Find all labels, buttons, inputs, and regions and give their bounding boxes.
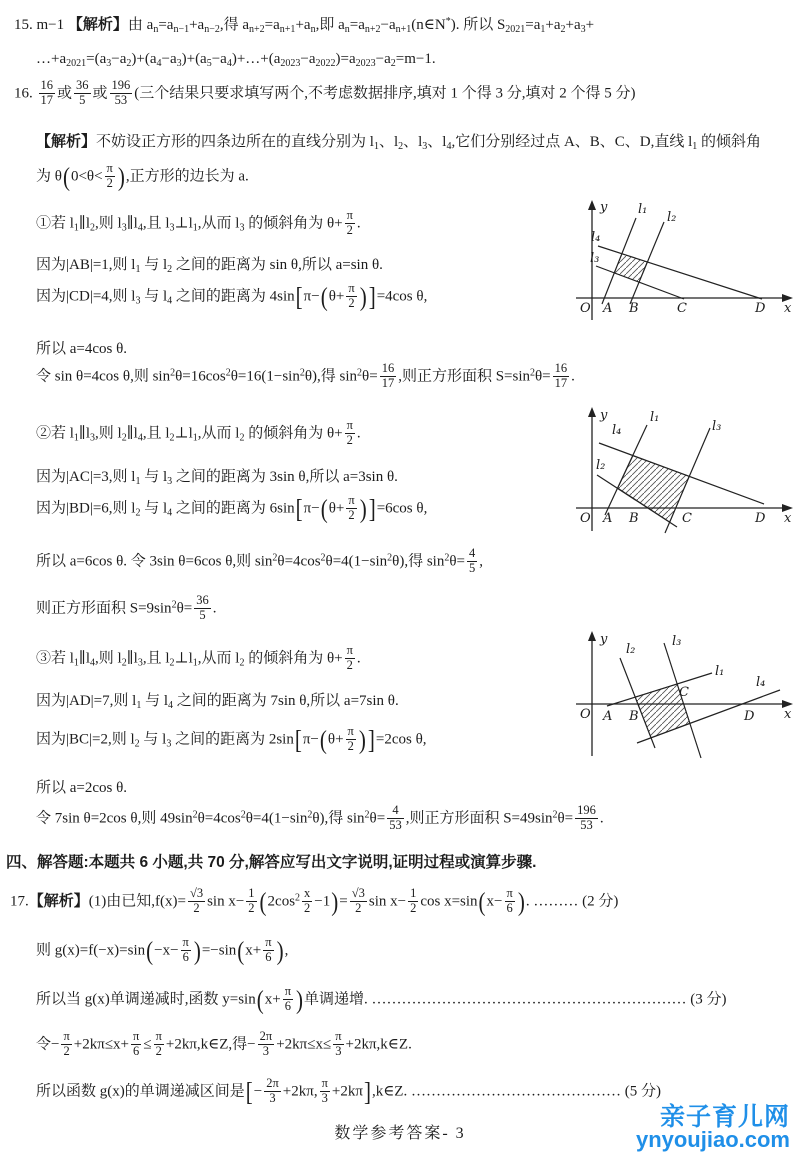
watermark-site-url: ynyoujiao.com — [635, 1126, 790, 1152]
site-watermark — [635, 1103, 790, 1152]
origin-label: O — [580, 301, 591, 316]
point-label-A: A — [603, 709, 613, 724]
axis-label-x: x — [784, 511, 792, 526]
point-label-D: D — [744, 709, 755, 724]
y-axis-arrow-icon — [588, 200, 596, 210]
q16-case2-line-4: 所以 a=6cos θ. 令 3sin θ=6cos θ,则 $\sin^2\theta=4\cos^2\theta=4(1-\sin^2\theta)$,得 $\sin^2\theta=$ $\frac{4}{5}$ , — [36, 546, 483, 575]
q17-solution-line-5: 所以函数 g(x)的单调递减区间是[− $\frac{2\pi}{3}$ +2kπ, $\frac{\pi}{3}$ +2kπ],k∈Z. …………………………………… (5 分) — [36, 1076, 661, 1107]
figure-case1-diagram — [572, 196, 800, 334]
point-label-C: C — [679, 685, 689, 700]
q16-case2-line-5: 则正方形面积 $S=9\sin^2\theta=$ $\frac{36}{5}$ . — [36, 593, 217, 622]
q16-case1-line-3: 因为|CD|=4,则 $l_3$ 与 $l_4$ 之间的距离为 4sin[π−(θ+ $\frac{\pi}{2}$ )]=4cos θ, — [36, 281, 428, 312]
q16-case3-line-2: 因为|AD|=7,则 $l_1$ 与 $l_4$ 之间的距离为 7sin θ,所以 a=7sin θ. — [36, 693, 399, 711]
q16-case2-line-3: 因为|BD|=6,则 $l_2$ 与 $l_4$ 之间的距离为 6sin[π−(θ+ $\frac{\pi}{2}$ )]=6cos θ, — [36, 493, 428, 524]
q16-case3-line-5: 令 7sin θ=2cos θ,则 $49\sin^2\theta=4\cos^2\theta=4(1-\sin^2\theta)$,得 $\sin^2\theta=$ $\frac{4}{53}$ ,则正方形面积 $S=49\sin^2\theta=$ $\frac{196}{53}$ . — [36, 803, 604, 832]
line-label-l3: l₃ — [712, 419, 722, 434]
q17-solution-line-3: 所以当 g(x)单调递减时,函数 y=sin(x+ $\frac{\pi}{6}$ )单调递增. ……………………………………………………… (3 分) — [36, 984, 727, 1015]
line-label-l4: l₄ — [612, 423, 622, 438]
line-label-l2: l₂ — [596, 458, 606, 473]
point-label-D: D — [755, 301, 766, 316]
q16-answer-line: 16. $\frac{16}{17}$ 或 $\frac{36}{5}$ 或 $\frac{196}{53}$ (三个结果只要求填写两个,不考虑数据排序,填对 1 个得 3 分,填对 2 个得 5 分) — [14, 78, 636, 107]
line-label-l4: l₄ — [756, 675, 766, 690]
line-label-l1: l₁ — [638, 202, 648, 217]
q16-case2-line-2: 因为|AC|=3,则 $l_1$ 与 $l_3$ 之间的距离为 3sin θ,所以 a=3sin θ. — [36, 469, 398, 487]
point-label-C: C — [677, 301, 687, 316]
watermark-site-name: 亲子育儿网 — [659, 1103, 790, 1131]
section-4-heading: 四、解答题:本题共 6 小题,共 70 分,解答应写出文字说明,证明过程或演算步骤. — [6, 854, 537, 871]
q17-solution-line-4: 令− $\frac{\pi}{2}$ +2kπ≤x+ $\frac{\pi}{6}$ ≤ $\frac{\pi}{2}$ +2kπ,k∈Z,得− $\frac{2\pi}{3}$ +2kπ≤x≤ $\frac{\pi}{3}$ +2kπ,k∈Z. — [36, 1029, 412, 1058]
q16-case1-line-2: 因为|AB|=1,则 $l_1$ 与 $l_2$ 之间的距离为 sin θ,所以 a=sin θ. — [36, 257, 383, 275]
q17-solution-line-1: 17.【解析】(1)由已知,f(x)= $\frac{√3}{2}$ sin x− $\frac{1}{2}$ ($2\cos^2$ $\frac{x}{2}$ −1)= $\frac{√3}{2}$ sin x− $\frac{1}{2}$ cos x=sin(x− $\frac{\pi}{6}$ ). ……… (2 分) — [10, 886, 619, 917]
axis-label-y: y — [600, 408, 608, 423]
q16-case1-line-5: 令 sin θ=4cos θ,则 $\sin^2\theta=16\cos^2\theta=16(1-\sin^2\theta)$,得 $\sin^2\theta=$ $\frac{16}{17}$ ,则正方形面积 $S=\sin^2\theta=$ $\frac{16}{17}$ . — [36, 361, 575, 390]
q16-case3-line-1: ③若 $l_1\parallel l_4$,则 $l_2\parallel l_3$,且 $l_2\perp l_1$,从而 $l_2$ 的倾斜角为 θ+ $\frac{\pi}{2}$ . — [36, 643, 361, 672]
q16-case1-line-1: ①若 $l_1\parallel l_2$,则 $l_3\parallel l_4$,且 $l_3\perp l_1$,从而 $l_3$ 的倾斜角为 θ+ $\frac{\pi}{2}$ . — [36, 208, 361, 237]
hatched-square — [614, 254, 647, 282]
y-axis-arrow-icon — [588, 407, 596, 417]
q16-analysis-line-1: 【解析】不妨设正方形的四条边所在的直线分别为 $l_1$、$l_2$、$l_3$、$l_4$,它们分别经过点 A、B、C、D,直线 $l_1$ 的倾斜角 — [36, 133, 762, 152]
axis-label-y: y — [600, 200, 608, 215]
axis-label-x: x — [784, 301, 792, 316]
origin-label: O — [580, 511, 591, 526]
q15-solution-line-2: $\dots+a_{2021}=(a_3-a_2)+(a_4-a_3)+(a_5-a_4)+\dots+(a_{2023}-a_{2022})=a_{2023}-a_2=m-1$. — [36, 51, 436, 69]
line-label-l3: l₃ — [590, 251, 600, 266]
page-footer: 数学参考答案- 3 — [334, 1125, 466, 1142]
q16-case3-line-4: 所以 a=2cos θ. — [36, 780, 128, 796]
point-label-B: B — [629, 301, 639, 316]
axis-label-x: x — [784, 707, 792, 722]
figure-case3-diagram — [572, 628, 800, 766]
line-label-l1: l₁ — [650, 410, 660, 425]
q16-analysis-line-2: 为 θ(0<θ< $\frac{\pi}{2}$ ),正方形的边长为 a. — [36, 161, 249, 192]
q16-case1-line-4: 所以 a=4cos θ. — [36, 341, 128, 357]
point-label-B: B — [629, 511, 639, 526]
point-label-A: A — [603, 511, 613, 526]
axis-label-y: y — [600, 632, 608, 647]
line-label-l2: l₂ — [626, 642, 636, 657]
q16-case3-line-3: 因为|BC|=2,则 $l_2$ 与 $l_3$ 之间的距离为 2sin[π−(θ+ $\frac{\pi}{2}$ )]=2cos θ, — [36, 724, 427, 755]
line-label-l3: l₃ — [672, 634, 682, 649]
q16-case2-line-1: ②若 $l_1\parallel l_3$,则 $l_2\parallel l_4$,且 $l_2\perp l_1$,从而 $l_2$ 的倾斜角为 θ+ $\frac{\pi}{2}$ . — [36, 418, 361, 447]
y-axis-arrow-icon — [588, 631, 596, 641]
point-label-B: B — [629, 709, 639, 724]
line-label-l2: l₂ — [667, 210, 677, 225]
point-label-A: A — [603, 301, 613, 316]
point-label-C: C — [682, 511, 692, 526]
q15-solution-line-1: 15. m−1 【解析】由 $a_n=a_{n-1}+a_{n-2}$,得 $a_{n+2}=a_{n+1}+a_n$,即 $a_n=a_{n+2}-a_{n+1}(n\in N^*)$. 所以 $S_{2021}=a_1+a_2+a_3+$ — [14, 16, 595, 35]
figure-case2-diagram — [572, 403, 800, 541]
point-label-D: D — [755, 511, 766, 526]
origin-label: O — [580, 707, 591, 722]
q17-solution-line-2: 则 g(x)=f(−x)=sin(−x− $\frac{\pi}{6}$ )=−sin(x+ $\frac{\pi}{6}$ ), — [36, 935, 289, 966]
line-label-l1: l₁ — [715, 664, 725, 679]
line-label-l4: l₄ — [591, 230, 601, 245]
